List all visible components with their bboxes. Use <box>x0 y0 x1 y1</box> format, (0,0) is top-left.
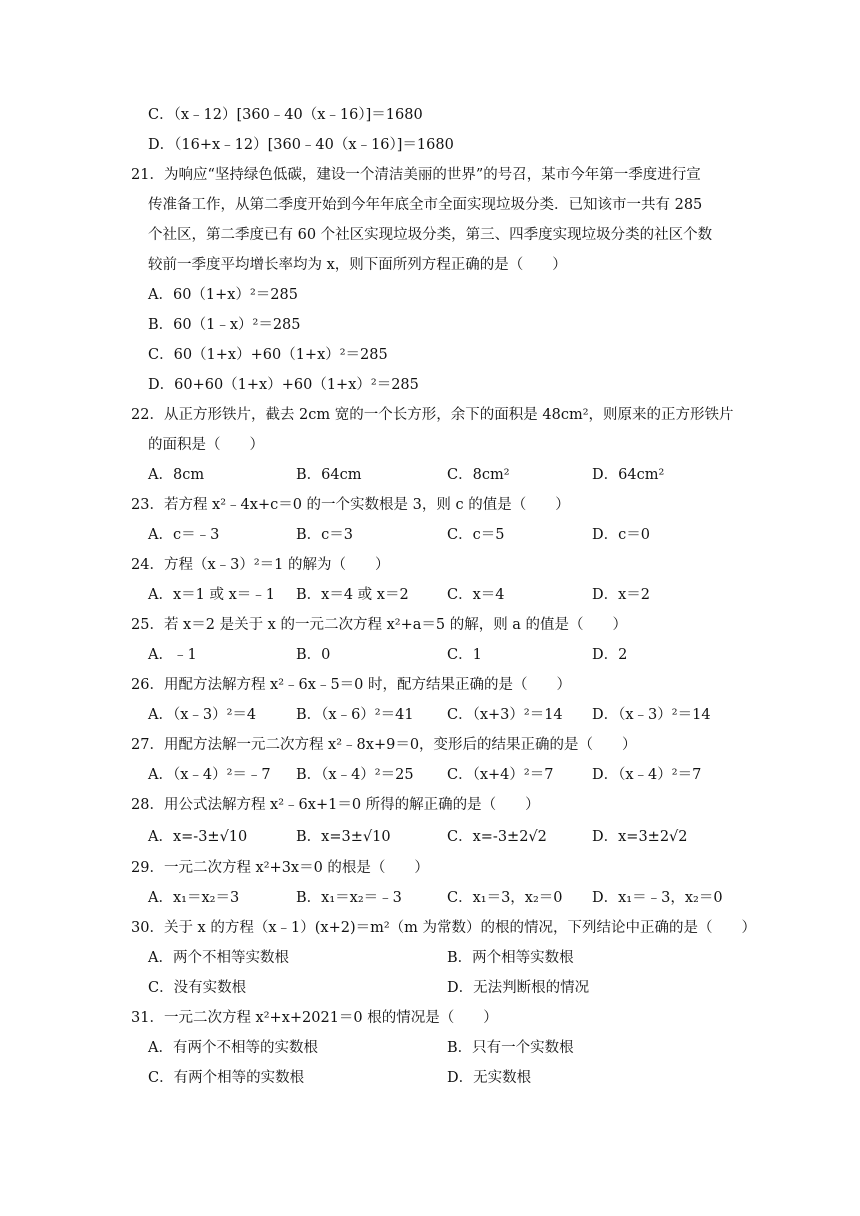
q29-stem: 29．一元二次方程 x²+3x＝0 的根是（ ） <box>131 860 429 876</box>
q22-option-d: D．64cm² <box>592 467 665 483</box>
q25-option-d: D．2 <box>592 647 628 663</box>
q25-stem: 25．若 x＝2 是关于 x 的一元二次方程 x²+a＝5 的解，则 a 的值是（ ） <box>131 617 628 633</box>
q21-stem-line3: 个社区，第二季度已有 60 个社区实现垃圾分类，第三、四季度实现垃圾分类的社区个数 <box>148 227 713 243</box>
q27-option-b: B．（x﹣4）²＝25 <box>296 767 414 783</box>
q24-option-a: A．x＝1 或 x＝﹣1 <box>148 587 275 603</box>
q29-option-b: B．x₁＝x₂＝﹣3 <box>296 890 402 906</box>
q27-option-d: D．（x﹣4）²＝7 <box>592 767 702 783</box>
q28-option-d: D．x=3±2√2 <box>592 829 688 845</box>
q31-option-b: B．只有一个实数根 <box>447 1040 574 1056</box>
q21-stem-line1: 21．为响应“坚持绿色低碳，建设一个清洁美丽的世界”的号召，某市今年第一季度进行宣 <box>131 167 701 183</box>
q28-option-b: B．x=3±√10 <box>296 829 391 845</box>
q27-option-a: A．（x﹣4）²＝﹣7 <box>148 767 271 783</box>
q30-option-a: A．两个不相等实数根 <box>148 950 289 966</box>
q23-stem: 23．若方程 x²﹣4x+c＝0 的一个实数根是 3，则 c 的值是（ ） <box>131 497 570 513</box>
q29-option-c: C．x₁＝3，x₂＝0 <box>447 890 563 906</box>
q25-option-a: A．﹣1 <box>148 647 197 663</box>
q21-option-c: C．60（1+x）+60（1+x）²＝285 <box>148 347 388 363</box>
q31-stem: 31．一元二次方程 x²+x+2021＝0 根的情况是（ ） <box>131 1010 498 1026</box>
q22-stem-line1: 22．从正方形铁片，截去 2cm 宽的一个长方形，余下的面积是 48cm²，则原来的正方形铁片 <box>131 407 734 423</box>
q27-option-c: C．（x+4）²＝7 <box>447 767 554 783</box>
q26-option-a: A．（x﹣3）²＝4 <box>148 707 257 723</box>
q22-option-b: B．64cm <box>296 467 362 483</box>
q23-option-b: B．c＝3 <box>296 527 354 543</box>
q23-option-a: A．c＝﹣3 <box>148 527 220 543</box>
q21-stem-line4: 较前一季度平均增长率均为 x，则下面所列方程正确的是（ ） <box>148 257 567 273</box>
q24-stem: 24．方程（x﹣3）²＝1 的解为（ ） <box>131 557 390 573</box>
q31-option-c: C．有两个相等的实数根 <box>148 1070 305 1086</box>
q30-stem: 30．关于 x 的方程（x﹣1）(x+2)＝m²（m 为常数）的根的情况，下列结论中正确的是（ ） <box>131 920 757 936</box>
q24-option-d: D．x＝2 <box>592 587 651 603</box>
q27-stem: 27．用配方法解一元二次方程 x²﹣8x+9＝0，变形后的结果正确的是（ ） <box>131 737 637 753</box>
q22-option-a: A．8cm <box>148 467 205 483</box>
q30-option-b: B．两个相等实数根 <box>447 950 574 966</box>
q26-option-d: D．（x﹣3）²＝14 <box>592 707 711 723</box>
q26-option-c: C．（x+3）²＝14 <box>447 707 563 723</box>
q26-option-b: B．（x﹣6）²＝41 <box>296 707 414 723</box>
q24-option-c: C．x＝4 <box>447 587 505 603</box>
q22-stem-line2: 的面积是（ ） <box>148 437 264 453</box>
q21-option-b: B．60（1﹣x）²＝285 <box>148 317 301 333</box>
q31-option-a: A．有两个不相等的实数根 <box>148 1040 318 1056</box>
q30-option-c: C．没有实数根 <box>148 980 247 996</box>
q22-option-c: C．8cm² <box>447 467 510 483</box>
q23-option-d: D．c＝0 <box>592 527 650 543</box>
q20-option-c: C．（x﹣12）[360﹣40（x﹣16）]＝1680 <box>148 107 423 123</box>
q29-option-a: A．x₁＝x₂＝3 <box>148 890 240 906</box>
q28-option-c: C．x=-3±2√2 <box>447 829 547 845</box>
q23-option-c: C．c＝5 <box>447 527 505 543</box>
q31-option-d: D．无实数根 <box>447 1070 532 1086</box>
q20-option-d: D．（16+x﹣12）[360﹣40（x﹣16）]＝1680 <box>148 137 454 153</box>
q25-option-b: B．0 <box>296 647 331 663</box>
q21-option-d: D．60+60（1+x）+60（1+x）²＝285 <box>148 377 419 393</box>
q25-option-c: C．1 <box>447 647 482 663</box>
q24-option-b: B．x＝4 或 x＝2 <box>296 587 409 603</box>
q28-stem: 28．用公式法解方程 x²﹣6x+1＝0 所得的解正确的是（ ） <box>131 797 540 813</box>
q29-option-d: D．x₁＝﹣3，x₂＝0 <box>592 890 723 906</box>
q21-stem-line2: 传准备工作，从第二季度开始到今年年底全市全面实现垃圾分类．已知该市一共有 285 <box>148 197 703 213</box>
q28-option-a: A．x=-3±√10 <box>148 829 248 845</box>
q30-option-d: D．无法判断根的情况 <box>447 980 590 996</box>
q26-stem: 26．用配方法解方程 x²﹣6x﹣5＝0 时，配方结果正确的是（ ） <box>131 677 572 693</box>
q21-option-a: A．60（1+x）²＝285 <box>148 287 298 303</box>
